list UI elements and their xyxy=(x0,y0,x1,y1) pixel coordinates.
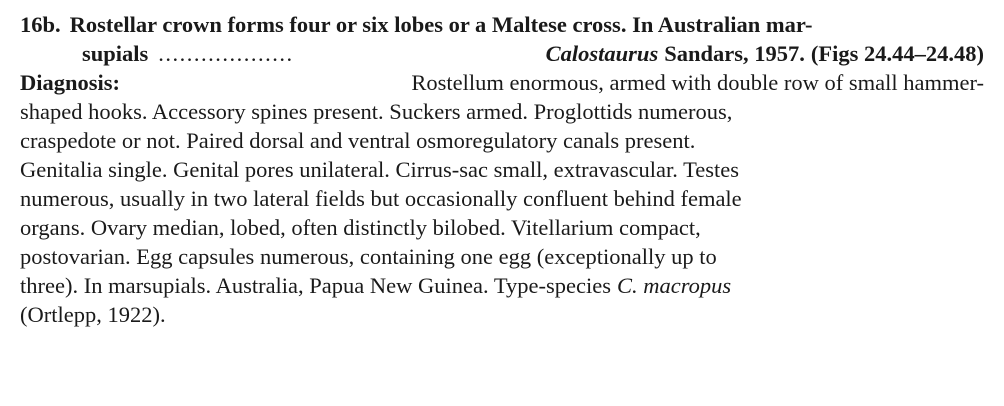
genus-authority: Sandars, 1957. xyxy=(664,41,805,66)
figure-reference: (Figs 24.44–24.48) xyxy=(810,41,984,66)
entry-heading-continuation: supials xyxy=(82,41,149,66)
diagnosis-text-line: Rostellum enormous, armed with double row of small hammer- xyxy=(411,70,984,95)
diagnosis-text-line: craspedote or not. Paired dorsal and ventral osmoregulatory canals present. xyxy=(20,128,696,153)
type-species-name: C. macropus xyxy=(616,273,732,298)
type-species-authority: (Ortlepp, 1922). xyxy=(20,302,166,327)
diagnosis-line-5 xyxy=(20,184,984,213)
diagnosis-line-6 xyxy=(20,213,984,242)
diagnosis-label: Diagnosis: xyxy=(20,70,121,95)
entry-heading-line-2 xyxy=(20,39,984,68)
entry-heading-text: Rostellar crown forms four or six lobes or a Maltese cross. In Australian mar- xyxy=(69,12,813,37)
dot-leader: ................... xyxy=(158,41,294,66)
diagnosis-text-line: Genitalia single. Genital pores unilateral. Cirrus-sac small, extravascular. Testes xyxy=(20,157,740,182)
diagnosis-text-line: organs. Ovary median, lobed, often distinctly bilobed. Vitellarium compact, xyxy=(20,215,701,240)
diagnosis-line-3 xyxy=(20,126,984,155)
diagnosis-text-line: postovarian. Egg capsules numerous, containing one egg (exceptionally up to xyxy=(20,244,717,269)
diagnosis-text-line: shaped hooks. Accessory spines present. Suckers armed. Proglottids numerous, xyxy=(20,99,733,124)
diagnosis-text-line: three). In marsupials. Australia, Papua New Guinea. Type-species xyxy=(20,273,611,298)
document-page xyxy=(20,10,984,329)
diagnosis-line-8 xyxy=(20,271,984,300)
genus-name: Calostaurus xyxy=(545,41,659,66)
entry-number: 16b. xyxy=(20,12,61,37)
diagnosis-text-line: numerous, usually in two lateral fields but occasionally confluent behind female xyxy=(20,186,742,211)
diagnosis-line-2 xyxy=(20,97,984,126)
diagnosis-line-1 xyxy=(20,68,984,97)
diagnosis-line-4 xyxy=(20,155,984,184)
diagnosis-line-7 xyxy=(20,242,984,271)
entry-heading-line-1 xyxy=(20,10,984,39)
diagnosis-line-9 xyxy=(20,300,984,329)
